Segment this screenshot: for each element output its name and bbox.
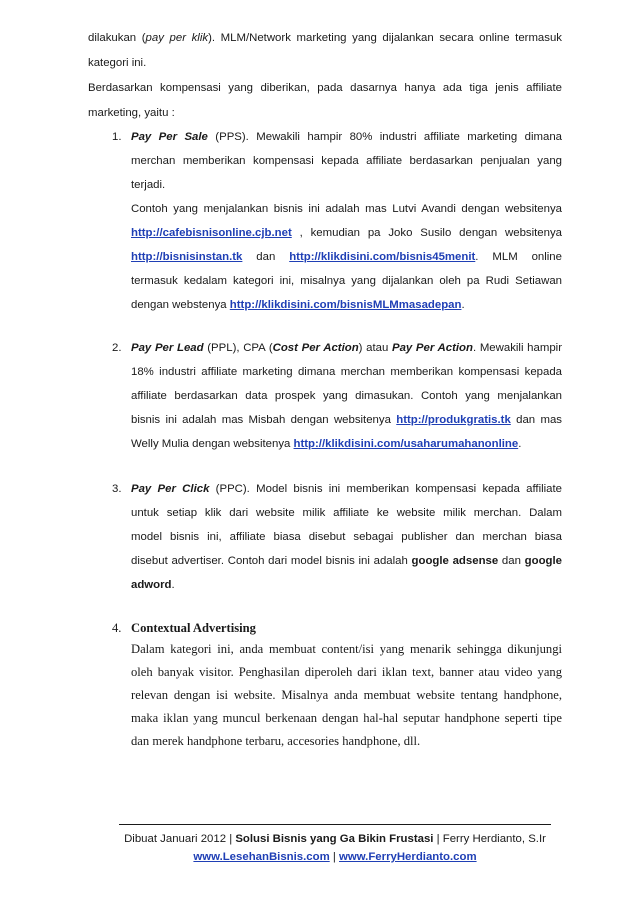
item1-text: (PPS). Mewakili hampir 80% industri affiliate marketing dimana	[207, 131, 562, 143]
list-number: 3.	[112, 483, 122, 495]
item4-line-1: Dalam kategori ini, anda membuat content/isi yang menarik sehingga dikunjungi	[131, 642, 562, 656]
item4-title	[131, 617, 256, 639]
item3-line-3: model bisnis ini, affiliate biasa disebut sebagai publisher dan merchan biasa	[131, 531, 562, 543]
item1-line-2: merchan memberikan kompensasi kepada affiliate berdasarkan penjualan yang	[131, 155, 562, 167]
item2-ppa: Pay Per Action	[391, 342, 473, 354]
item4-line-5: dan merek handphone terbaru, accesories handphone, dll.	[131, 734, 421, 748]
item1-line-6	[131, 246, 562, 268]
item1-line-3: terjadi.	[131, 179, 166, 191]
item2-text: .	[518, 438, 522, 450]
item2-text: . Mewakili hampir	[472, 342, 562, 354]
item1-text: , kemudian pa Joko Susilo dengan websitenya	[291, 227, 562, 239]
item3-title: Pay Per Click	[131, 483, 210, 495]
list-number: 2.	[112, 342, 122, 354]
item4-title-text: Contextual Advertising	[131, 621, 256, 635]
item3-text: .	[171, 579, 175, 591]
item3-text: dan	[498, 555, 525, 567]
footer-link-lesehanbisnis[interactable]: www.LesehanBisnis.com	[193, 851, 330, 863]
footer-link-ferryherdianto[interactable]: www.FerryHerdianto.com	[339, 851, 477, 863]
footer-divider	[119, 824, 551, 825]
item3-bold-adword: adword	[131, 579, 172, 591]
link-bisnisinstan[interactable]: http://bisnisinstan.tk	[131, 251, 243, 263]
item2-text: ) atau	[358, 342, 392, 354]
item3-line-4	[131, 550, 562, 572]
item1-line-5	[131, 222, 562, 244]
intro-text: dilakukan (	[88, 32, 146, 44]
intro-italic: pay per klik	[145, 32, 209, 44]
item4-line-3: relevan dengan isi website. Misalnya anda membuat website tentang handphone,	[131, 688, 562, 702]
link-usaharumahanonline[interactable]: http://klikdisini.com/usaharumahanonline	[293, 438, 519, 450]
intro-line-1	[88, 27, 562, 49]
intro-line-4: marketing, yaitu :	[88, 107, 175, 119]
item2-cpa: Cost Per Action	[272, 342, 359, 354]
item3-line-1	[131, 478, 562, 500]
intro-line-3: Berdasarkan kompensasi yang diberikan, pada dasarnya hanya ada tiga jenis affiliate	[88, 82, 562, 94]
footer-title: Solusi Bisnis yang Ga Bikin Frustasi	[235, 833, 434, 845]
item4-line-4: maka iklan yang muncul berkenaan dengan hal-hal seputar handphone seperti tipe	[131, 711, 562, 725]
item2-title: Pay Per Lead	[131, 342, 204, 354]
item3-line-5	[131, 574, 175, 596]
item2-line-2: 18% industri affiliate marketing dimana merchan memberikan kompensasi kepada	[131, 366, 562, 378]
item3-bold-google: google	[524, 555, 562, 567]
item4-line-2: oleh banyak visitor. Penghasilan diperoleh dari iklan text, banner atau video yang	[131, 665, 562, 679]
footer-line-2	[100, 849, 570, 866]
item2-text: bisnis ini adalah mas Misbah dengan websitenya	[131, 414, 397, 426]
intro-text: ). MLM/Network marketing yang dijalankan secara online termasuk	[208, 32, 562, 44]
item1-line-4: Contoh yang menjalankan bisnis ini adalah mas Lutvi Avandi dengan websitenya	[131, 203, 562, 215]
item3-line-2: untuk setiap klik dari website milik affiliate ke website milik merchan. Dalam	[131, 507, 562, 519]
item1-title: Pay Per Sale	[131, 131, 208, 143]
item1-text: dan	[242, 251, 290, 263]
intro-line-2: kategori ini.	[88, 57, 147, 69]
item2-text: (PPL), CPA (	[203, 342, 273, 354]
list-number: 1.	[112, 131, 122, 143]
item1-text: .	[461, 299, 465, 311]
item3-bold-adsense: google adsense	[411, 555, 499, 567]
footer-separator: |	[329, 851, 340, 863]
footer-line-1	[100, 831, 570, 848]
footer-text: | Ferry Herdianto, S.Ir	[433, 833, 546, 845]
item2-line-3: affiliate berdasarkan data prospek yang dimasukan. Contoh yang menjalankan	[131, 390, 562, 402]
item3-text: disebut advertiser. Contoh dari model bisnis ini adalah	[131, 555, 412, 567]
list-number: 4.	[112, 621, 122, 635]
item2-line-1	[131, 337, 562, 359]
item1-text: . MLM online	[475, 251, 562, 263]
link-cafebisnisonline[interactable]: http://cafebisnisonline.cjb.net	[131, 227, 292, 239]
item2-line-4	[131, 409, 562, 431]
item2-text: dan mas	[510, 414, 562, 426]
footer-text: Dibuat Januari 2012 |	[124, 833, 236, 845]
item2-text: Welly Mulia dengan websitenya	[131, 438, 294, 450]
link-bisnismlm[interactable]: http://klikdisini.com/bisnisMLMmasadepan	[229, 299, 462, 311]
link-produkgratis[interactable]: http://produkgratis.tk	[396, 414, 511, 426]
link-bisnis45menit[interactable]: http://klikdisini.com/bisnis45menit	[289, 251, 476, 263]
item1-text: dengan webstenya	[131, 299, 230, 311]
item1-line-7: termasuk kedalam kategori ini, misalnya yang dijalankan oleh pa Rudi Setiawan	[131, 275, 562, 287]
item1-line-1	[131, 126, 562, 148]
item1-line-8	[131, 294, 465, 316]
item2-line-5	[131, 433, 521, 455]
item3-text: (PPC). Model bisnis ini memberikan kompensasi kepada affiliate	[209, 483, 562, 495]
